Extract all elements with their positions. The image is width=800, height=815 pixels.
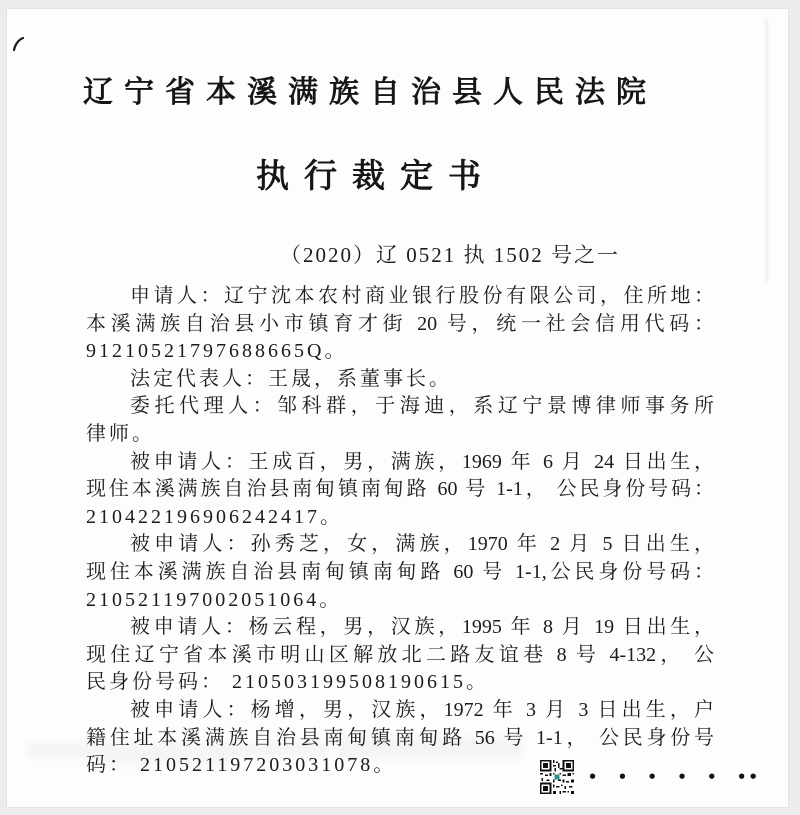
scan-streak <box>765 19 768 284</box>
dotted-row: • • • • • •• <box>587 768 760 786</box>
document-title: 执行裁定书 <box>256 159 496 195</box>
court-name: 辽宁省本溪满族自治县人民法院 <box>83 76 657 109</box>
document-body <box>86 283 714 780</box>
paragraph <box>86 449 714 532</box>
qr-code-icon <box>540 760 574 794</box>
text-line: 现住本溪满族自治县南甸镇南甸路 60 号 1-1,公民身份号码： <box>86 560 714 583</box>
text-line: 现住本溪满族自治县南甸镇南甸路 60 号 1-1， 公民身份号码： <box>86 478 714 501</box>
text-line: 律师。 <box>86 422 155 445</box>
text-line: 委托代理人：邹科群，于海迪，系辽宁景博律师事务所 <box>130 395 714 418</box>
text-line: 民身份号码： 210503199508190615。 <box>86 671 489 694</box>
paragraph <box>86 614 714 697</box>
pen-mark-icon <box>10 35 28 53</box>
page-footer <box>540 760 760 794</box>
paragraph <box>86 531 714 614</box>
text-line: 籍住址本溪满族自治县南甸镇南甸路 56 号 1-1， 公民身份号 <box>86 726 714 749</box>
text-line: 被申请人：杨云程，男，汉族，1995 年 8 月 19 日出生， <box>130 616 714 639</box>
text-line: 现住辽宁省本溪市明山区解放北二路友谊巷 8 号 4-132， 公 <box>86 643 714 666</box>
paragraph <box>86 393 714 448</box>
text-line: 210521197002051064。 <box>86 588 343 611</box>
text-line: 210422196906242417。 <box>86 505 343 528</box>
text-line: 被申请人：杨增，男，汉族，1972 年 3 月 3 日出生，户 <box>130 698 714 721</box>
text-line: 申请人：辽宁沈本农村商业银行股份有限公司，住所地： <box>130 285 714 307</box>
text-line: 法定代表人：王晟，系董事长。 <box>130 367 452 390</box>
case-number: （2020）辽 0521 执 1502 号之一 <box>280 243 620 267</box>
text-line: 被申请人：孙秀芝，女，满族，1970 年 2 月 5 日出生， <box>130 533 714 556</box>
text-line: 被申请人：王成百，男，满族，1969 年 6 月 24 日出生， <box>130 450 714 473</box>
text-line: 91210521797688665Q。 <box>86 340 348 363</box>
paragraph <box>86 366 714 394</box>
text-line: 码： 210521197203031078。 <box>86 754 397 777</box>
document-page <box>6 8 789 808</box>
paragraph <box>86 283 714 366</box>
text-line: 本溪满族自治县小市镇育才街 20 号，统一社会信用代码： <box>86 312 714 335</box>
